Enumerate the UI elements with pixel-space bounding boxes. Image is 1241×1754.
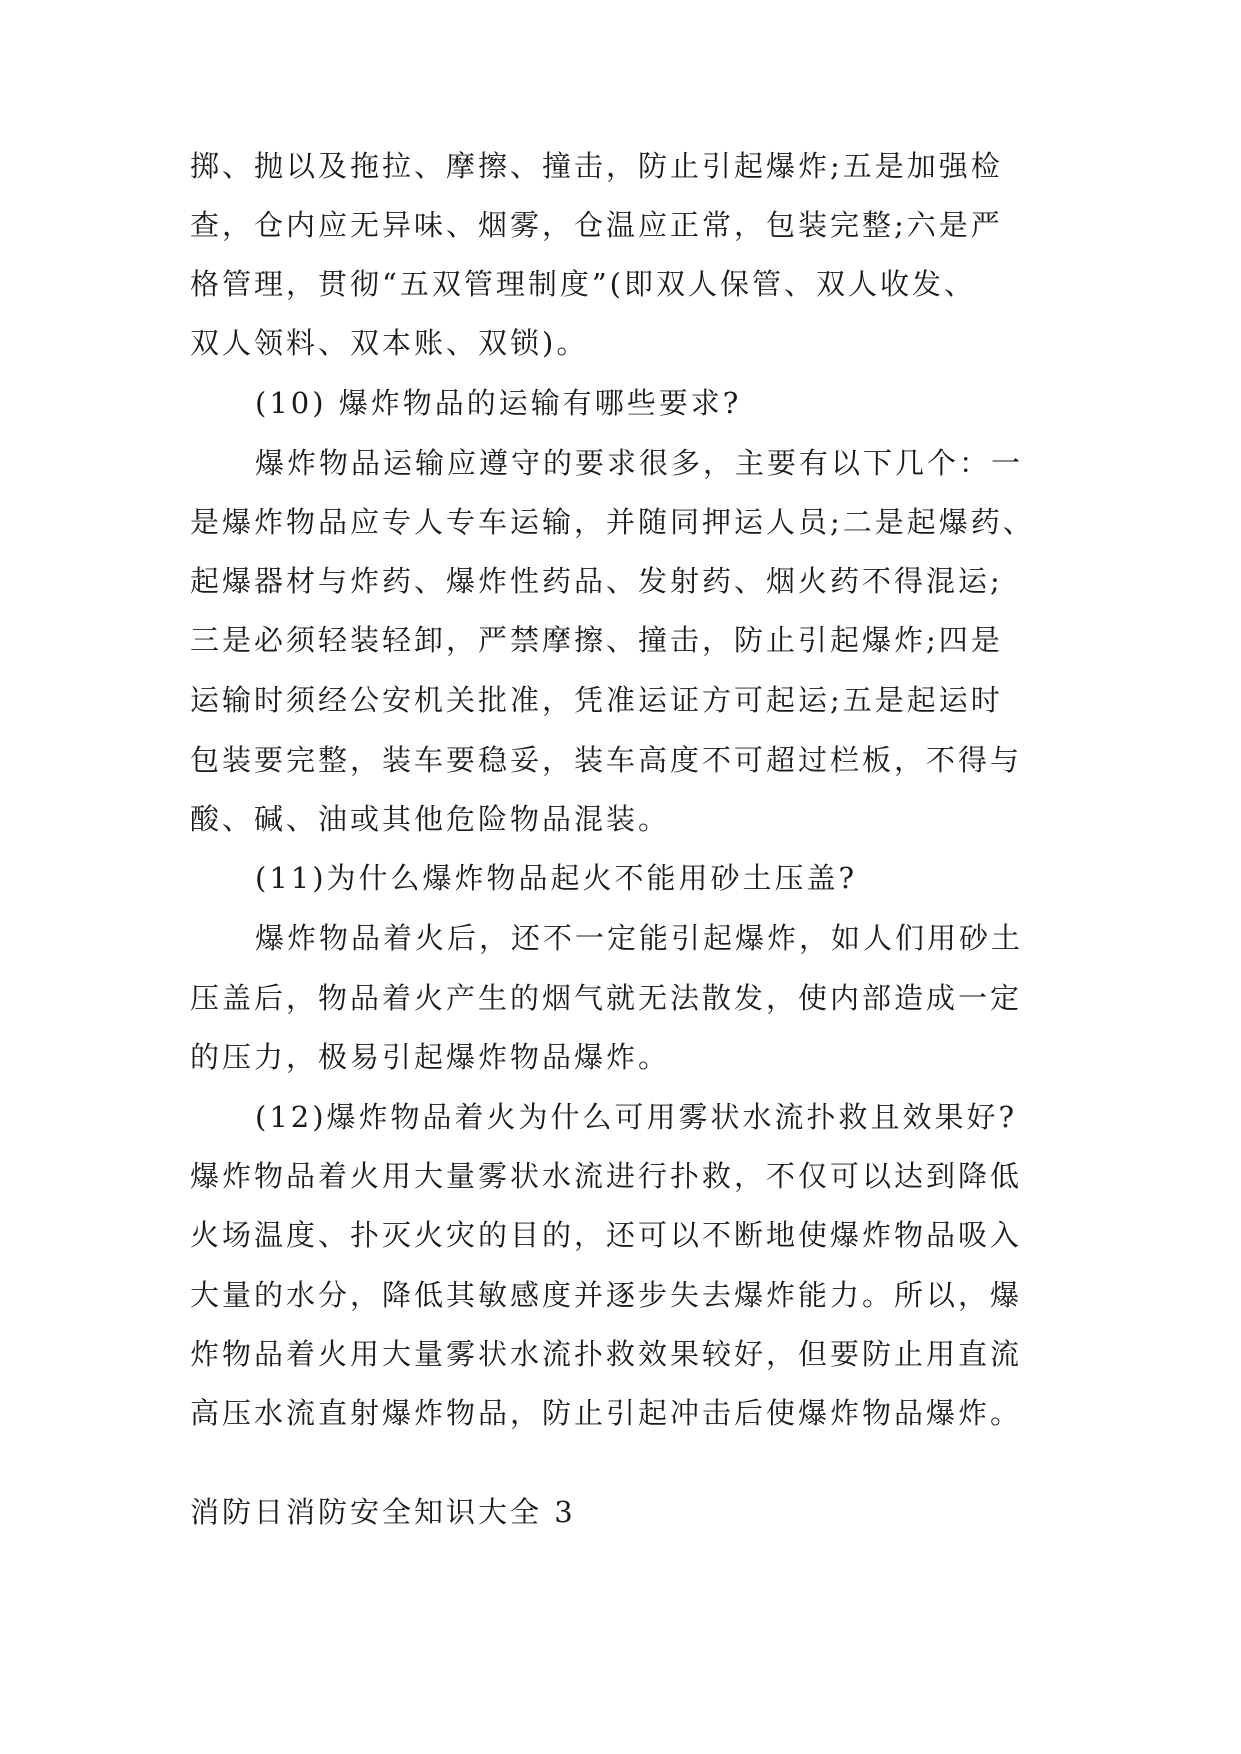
body-text-line: 炸物品着火用大量雾状水流扑救效果较好，但要防止用直流 [190,1337,1023,1371]
body-text-line: 查，仓内应无异味、烟雾，仓温应正常，包装完整;六是严 [190,208,1003,242]
body-text-line: 爆炸物品着火用大量雾状水流进行扑救，不仅可以达到降低 [190,1159,1023,1193]
body-text-line: 压盖后，物品着火产生的烟气就无法散发，使内部造成一定 [190,981,1023,1015]
body-text-line: 爆炸物品着火后，还不一定能引起爆炸，如人们用砂土 [255,921,1024,955]
section-heading: 消防日消防安全知识大全 3 [190,1495,576,1529]
body-text-line: 起爆器材与炸药、爆炸性药品、发射药、烟火药不得混运; [190,564,1003,598]
body-text-line: 三是必须轻装轻卸，严禁摩擦、撞击，防止引起爆炸;四是 [190,623,1003,657]
question-heading: (12)爆炸物品着火为什么可用雾状水流扑救且效果好? [255,1100,1018,1134]
body-text-line: 火场温度、扑灭火灾的目的，还可以不断地使爆炸物品吸入 [190,1218,1023,1252]
question-heading: (11)为什么爆炸物品起火不能用砂土压盖? [255,861,858,895]
body-text-line: 的压力，极易引起爆炸物品爆炸。 [190,1040,671,1074]
body-text-line: 运输时须经公安机关批准，凭准运证方可起运;五是起运时 [190,683,1003,717]
body-text-line: 大量的水分，降低其敏感度并逐步失去爆炸能力。所以，爆 [190,1278,1023,1312]
body-text-line: 爆炸物品运输应遵守的要求很多，主要有以下几个：一 [255,446,1024,480]
body-text-line: 双人领料、双本账、双锁)。 [190,326,589,360]
body-text-line: 掷、抛以及拖拉、摩擦、撞击，防止引起爆炸;五是加强检 [190,149,1003,183]
body-text-line: 包装要完整，装车要稳妥，装车高度不可超过栏板，不得与 [190,743,1023,777]
question-heading: (10) 爆炸物品的运输有哪些要求? [255,386,742,420]
body-text-line: 格管理，贯彻“五双管理制度”(即双人保管、双人收发、 [190,267,976,301]
body-text-line: 酸、碱、油或其他危险物品混装。 [190,802,671,836]
body-text-line: 高压水流直射爆炸物品，防止引起冲击后使爆炸物品爆炸。 [190,1396,1023,1430]
body-text-line: 是爆炸物品应专人专车运输，并随同押运人员;二是起爆药、 [190,505,1035,539]
